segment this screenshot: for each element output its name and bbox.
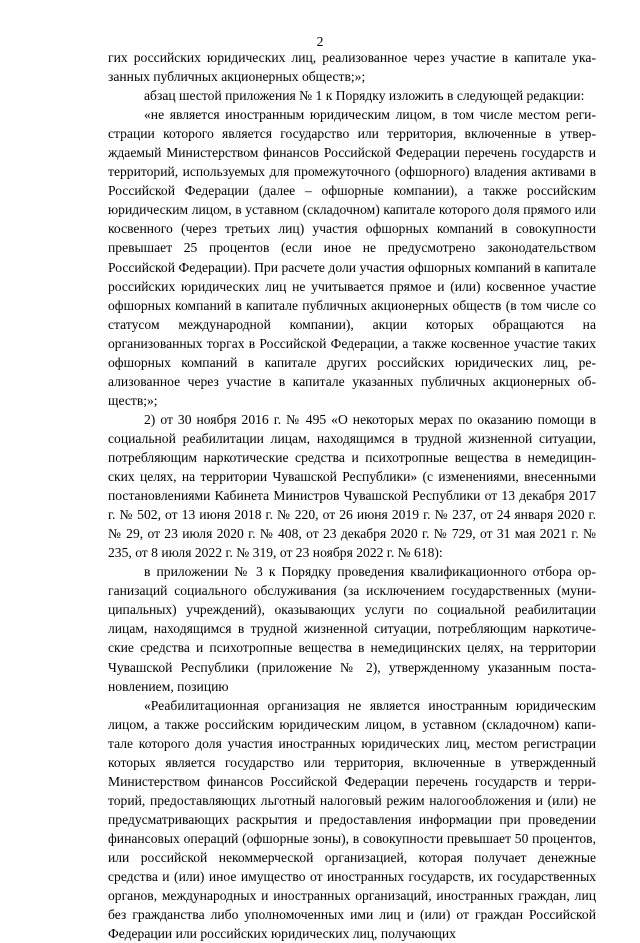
paragraph-amendment-instruction: абзац шестой приложения № 1 к Порядку изложить в следующей редакции: [144, 88, 585, 104]
paragraph-appendix-3: в приложении № 3 к Порядку проведения квалификационного отбора организаций социального обслуживания (за исключением государственных (муниципальных) учреждений), оказывающих услуги по социальной реабилитации лицам, находящимся в трудной жизненной ситуации, потребляющим наркотические средства и психотропные вещества в немедицинских целях, на территории Чувашской Республики (приложение № 2), утвержденному указанным постановлением, позицию [108, 564, 596, 694]
paragraph-rehabilitation-organization: «Реабилитационная организация не является иностранным юридическим лицом, а также российским юридическим лицом, в уставном (складочном) капитале которого доля участия иностранных юридических лиц, местом регистрации которых является государство или территория, включенные в утвержденный Министерством финансов Российской Федерации перечень государств и территорий, предоставляющих льготный налоговый режим налогообложения и (или) не предусматривающих раскрытия и предоставления информации при проведении финансовых операций (офшорные зоны), в совокупности превышает 50 процентов, или российской некоммерческой организацией, которая получает денежные средства и (или) иное имущество от иностранных государств, их государственных органов, международных и иностранных организаций, иностранных граждан, лиц без гражданства либо уполномоченных ими лиц и (или) от граждан Российской Федерации или российских юридических лиц, получающих [108, 697, 596, 942]
paragraph-quoted-offshore-text: «не является иностранным юридическим лицом, в том числе местом регистрации которого является государство или территория, включенные в утверждаемый Министерством финансов Российской Федерации перечень государств и территорий, используемых для промежуточного (офшорного) владения активами в Российской Федерации (далее – офшорные компании), а также российским юридическим лицом, в уставном (складочном) капитале которого доля прямого или косвенного (через третьих лиц) участия офшорных компаний в совокупности превышает 25 процентов (если иное не предусмотрено законодательством Российской Федерации). При расчете доли участия офшорных компаний в капитале российских юридических лиц не учитывается прямое и (или) косвенное участие офшорных компаний в капитале публичных акционерных обществ (в том числе со статусом международной компании), акции которых обращаются на организованных торгах в Российской Федерации, а также косвенное участие таких офшорных компаний в капитале других российских юридических лиц, реализованное через участие в капитале указанных публичных акционерных обществ;»; [108, 107, 596, 408]
paragraph-continuation: гих российских юридических лиц, реализованное через участие в капитале указанных публичных акционерных обществ;»; [108, 50, 596, 85]
document-body [108, 48, 596, 943]
paragraph-resolution-495: 2) от 30 ноября 2016 г. № 495 «О некоторых мерах по оказанию помощи в социальной реабилитации лицам, находящимся в трудной жизненной ситуации, потребляющим наркотические средства и психотропные вещества в немедицинских целях, на территории Чувашской Республики» (с изменениями, внесенными постановлениями Кабинета Министров Чувашской Республики от 13 декабря 2017 г. № 502, от 13 июня 2018 г. № 220, от 26 июня 2019 г. № 237, от 24 января 2020 г. № 29, от 23 июля 2020 г. № 408, от 23 декабря 2020 г. № 729, от 31 мая 2021 г. № 235, от 8 июля 2022 г. № 319, от 23 ноября 2022 г. № 618): [108, 411, 596, 561]
page-number: 2 [316, 34, 324, 49]
